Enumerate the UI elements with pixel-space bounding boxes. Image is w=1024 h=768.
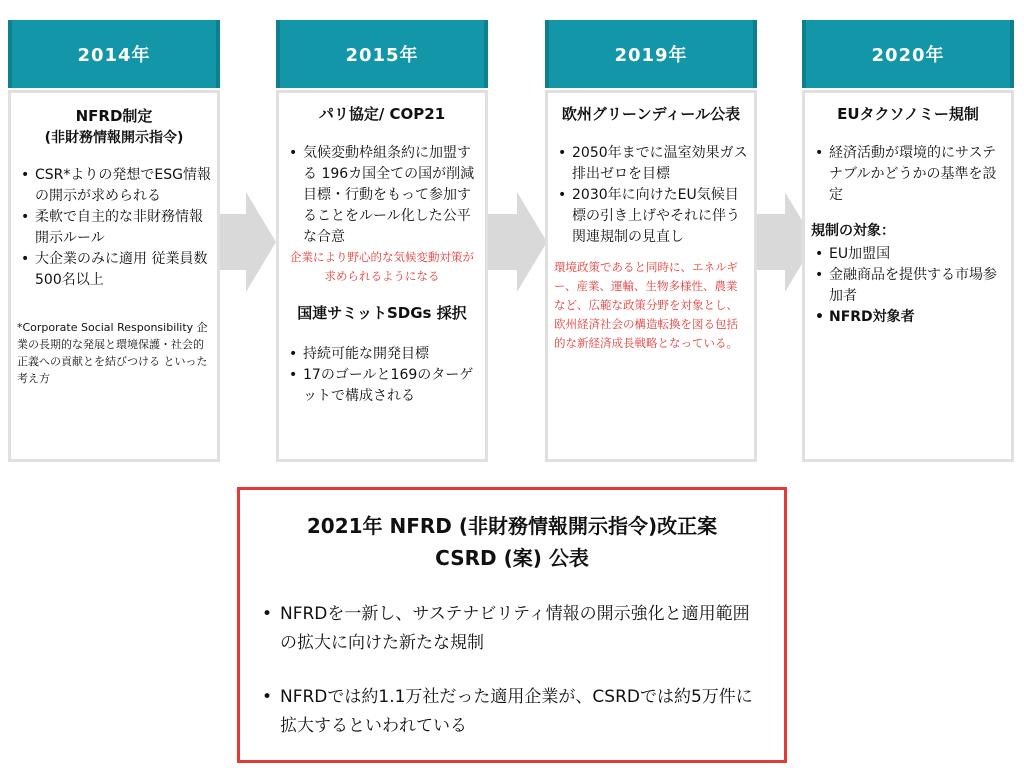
target-label: 規制の対象： [811, 223, 895, 239]
list-item: • 2030年に向けたEU気候目標の引き上げやそれに伴う関連規制の見直し [554, 185, 748, 248]
impact-note: 環境政策であると同時に、エネルギー、産業、運輸、生物多様性、農業など、広範な政策分野を対象とし、欧州経済社会の構造転換を図る包括的な新経済成長戦略となっている。 [554, 260, 738, 350]
list-item: • EU加盟国 [811, 244, 1005, 265]
year-header: 2014年 [8, 20, 220, 88]
list-item: • 大企業のみに適用 従業員数500名以上 [17, 249, 211, 291]
column-subtitle: (非財務情報開示指令) [44, 130, 184, 146]
list-item: • 柔軟で自主的な非財務情報開示ルール [17, 207, 211, 249]
impact-note: 企業により野心的な気候変動対策が求められるようになる [290, 250, 474, 283]
bullet-list [285, 143, 479, 248]
year-header: 2015年 [276, 20, 488, 88]
list-item: • 経済活動が環境的にサステナブルかどうかの基準を設定 [811, 143, 1005, 206]
column-title-2: 国連サミットSDGs 採択 [297, 304, 467, 322]
timeline-column-2015 [276, 20, 488, 404]
list-item: • 気候変動枠組条約に加盟する 196カ国全ての国が削減目標・行動をもって参加することをルール化した公平な合意 [285, 143, 479, 248]
list-item: • 17のゴールと169のターゲットで構成される [285, 365, 479, 407]
announcement-subtitle: CSRD (案) 公表 [435, 546, 589, 570]
bullet-list-2 [811, 244, 1005, 328]
bullet-list [554, 143, 748, 248]
list-item: • 2050年までに温室効果ガス排出ゼロを目標 [554, 143, 748, 185]
content-box [8, 90, 220, 462]
content-box [802, 90, 1014, 462]
list-item: • NFRDを一新し、サステナビリティ情報の開示強化と適用範囲の拡大に向けた新たな規制 [260, 600, 764, 658]
column-title: パリ協定/ COP21 [318, 105, 446, 123]
arrow-right-icon [487, 192, 547, 292]
arrow-right-icon [216, 192, 276, 292]
timeline-column-2019 [545, 20, 757, 350]
content-box [545, 90, 757, 462]
column-title: NFRD制定 [75, 107, 153, 125]
bullet-list-2 [285, 344, 479, 407]
list-item: • NFRD対象者 [811, 307, 1005, 328]
timeline-column-2014 [8, 20, 220, 385]
announcement-title: 2021年 NFRD (非財務情報開示指令)改正案 [306, 514, 718, 538]
year-header: 2020年 [802, 20, 1014, 88]
timeline-column-2020 [802, 20, 1014, 325]
footnote: *Corporate Social Responsibility 企業の長期的な発展と環境保護・社会的正義への貢献とを結びつける といった考え方 [17, 321, 208, 385]
column-title: 欧州グリーンディール公表 [561, 105, 741, 123]
column-title: EUタクソノミー規制 [837, 105, 979, 123]
list-item: • 金融商品を提供する市場参加者 [811, 265, 1005, 307]
list-item: • NFRDでは約1.1万社だった適用企業が、CSRDでは約5万件に拡大するといわれている [260, 683, 764, 741]
list-item: • 持続可能な開発目標 [285, 344, 479, 365]
bullet-list [811, 143, 1005, 206]
year-header: 2019年 [545, 20, 757, 88]
content-box [276, 90, 488, 462]
announcement-bullets [260, 600, 764, 741]
bullet-list [17, 165, 211, 291]
list-item: • CSR*よりの発想でESG情報の開示が求められる [17, 165, 211, 207]
csrd-announcement-box [237, 487, 787, 763]
